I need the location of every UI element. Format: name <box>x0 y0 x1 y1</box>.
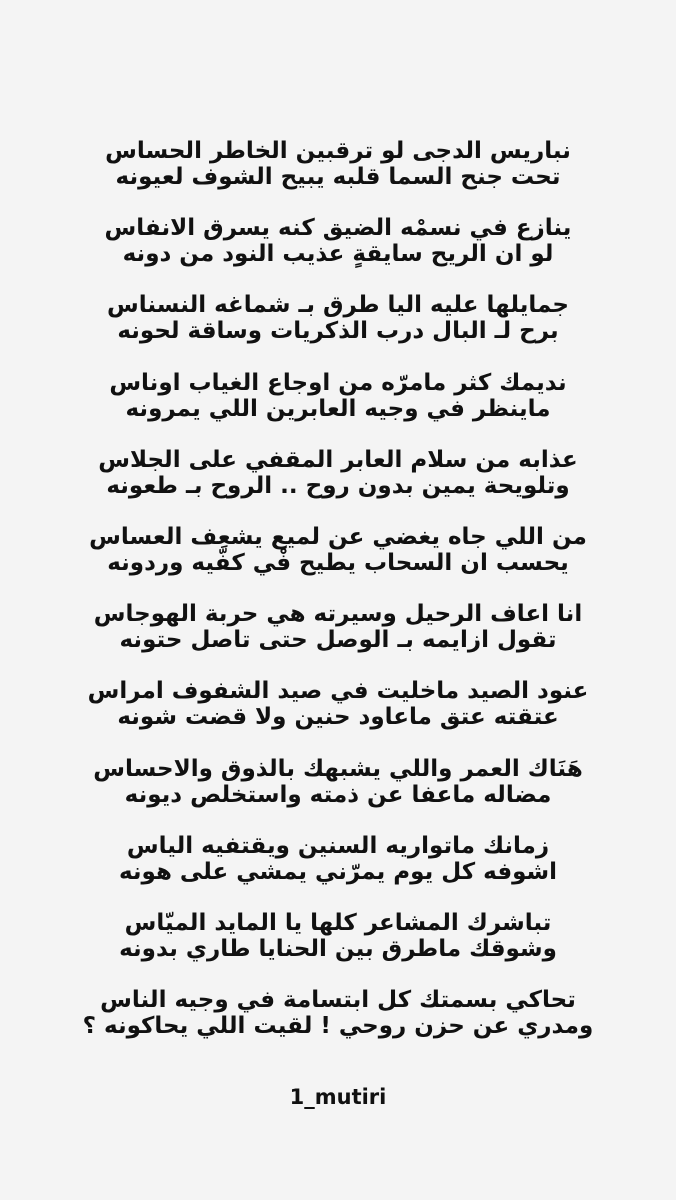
poem-line: وتلويحة يمين بدون روح .. الروح بـ طعونه <box>106 472 570 499</box>
poem-line: انا اعاف الرحيل وسيرته هي حربة الهوجاس <box>93 601 583 628</box>
poem-line: تقول ازايمه بـ الوصل حتى تاصل حتونه <box>119 627 557 654</box>
poem-line: برح لـ البال درب الذكريات وساقة لحونه <box>117 318 559 345</box>
poem-line: مضاله ماعفا عن ذمته واستخلص ديونه <box>124 781 552 808</box>
stanza <box>0 756 676 833</box>
poem-line: نديمك كثر مامرّه من اوجاع الغياب اوناس <box>109 369 567 396</box>
poem-line: عنود الصيد ماخليت في صيد الشفوف امراس <box>87 678 589 705</box>
stanza <box>0 215 676 292</box>
stanza <box>0 833 676 910</box>
stanza <box>0 138 676 215</box>
poem-line: تباشرك المشاعر كلها يا المايد الميّاس <box>124 909 552 936</box>
poem-line: هَنَاك العمر واللي يشبهك بالذوق والاحساس <box>93 755 583 782</box>
poem-line: تحت جنح السما قلبه يبيح الشوف لعيونه <box>115 164 561 190</box>
stanza <box>0 524 676 601</box>
poem-line: من اللي جاه يغضي عن لميع يشعِف العساس <box>89 523 587 550</box>
poem-line: ماينظر في وجيه العابرين اللي يمرونه <box>125 395 551 422</box>
stanza <box>0 910 676 987</box>
poem-line: وشوقك ماطرق بين الحنايا طاري بدونه <box>119 935 557 962</box>
poem-line: جمايلها عليه اليا طرق بـ شماغه النسناس <box>107 292 569 319</box>
poem-line: عذابه من سلام العابر المقفي على الجلاس <box>98 446 578 473</box>
stanza <box>0 601 676 678</box>
poem-line: يحسب ان السحاب يطيح فْي كفّيه وردونه <box>107 549 569 576</box>
poem-line: نباريس الدجى لو ترقبين الخاطر الحساس <box>105 138 571 164</box>
stanza <box>0 292 676 369</box>
signature: 1_mutiri <box>289 1085 387 1109</box>
poem-line: ينازع في نسمْه الضيق كنه يسرق الانفاس <box>104 215 572 242</box>
poem-line: زمانك ماتواريه السنين ويقتفيه الياس <box>126 832 550 859</box>
stanza <box>0 447 676 524</box>
stanza <box>0 370 676 447</box>
poem-line: لو ان الريح سايقةٍ عذيب النود من دونه <box>122 241 554 268</box>
poem-line: تحاكي بسمتك كل ابتسامة في وجيه الناس <box>100 987 576 1014</box>
stanza <box>0 987 676 1064</box>
poem-line: اشوفه كل يوم يمرّني يمشي على هونه <box>118 858 558 885</box>
poem-line: عتقته عتق ماعاود حنين ولا قضت شونه <box>117 704 559 731</box>
poem-line: ومدري عن حزن روحي ! لقيت اللي يحاكونه ؟ <box>82 1013 594 1040</box>
poem <box>0 138 676 1064</box>
stanza <box>0 678 676 755</box>
